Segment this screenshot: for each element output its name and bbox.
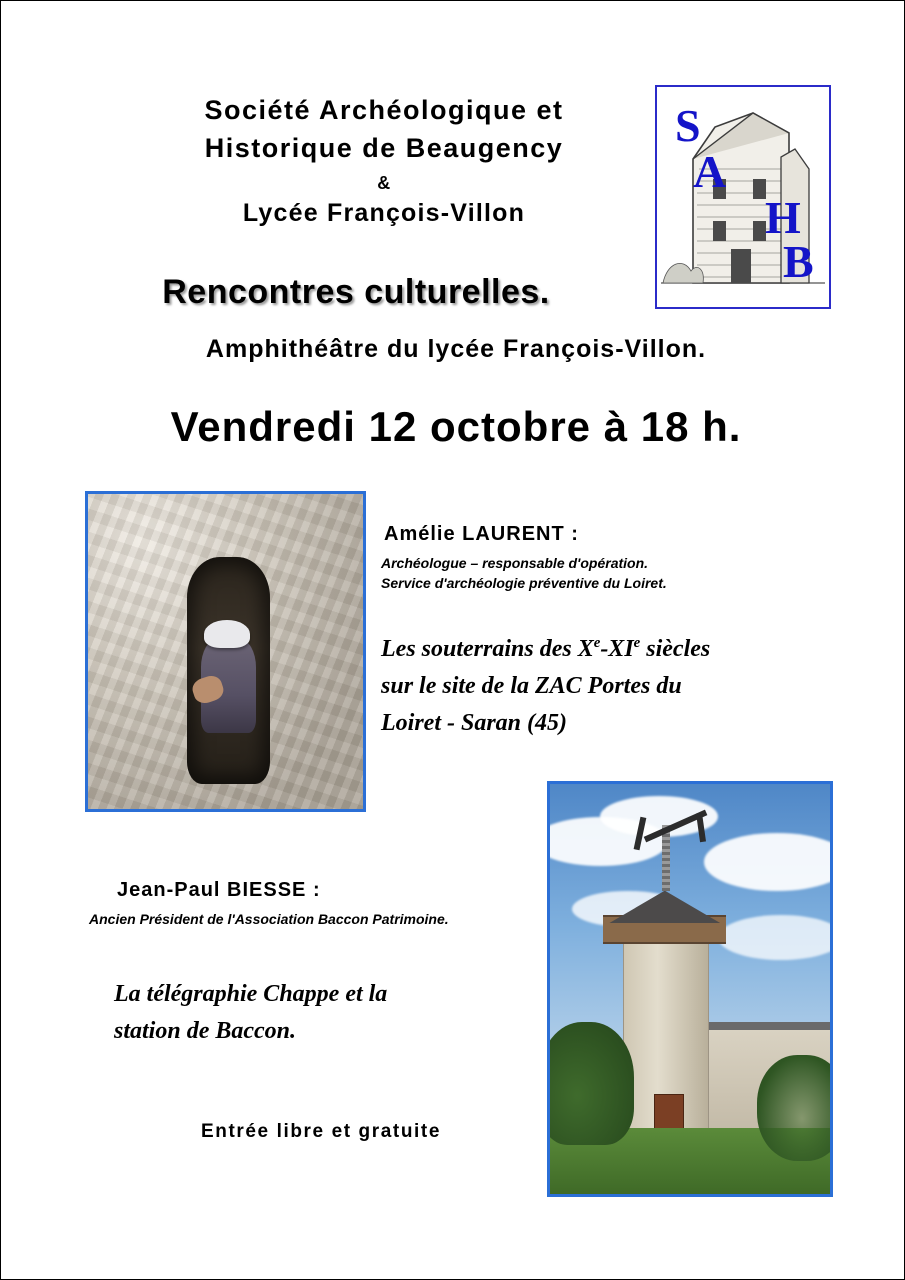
event-title: Rencontres culturelles. — [162, 273, 550, 311]
photo-telegraphe-content — [550, 784, 830, 1194]
speaker-1-topic-line1 — [381, 631, 811, 668]
topic-mid: -XI — [600, 636, 634, 662]
cloud-3 — [704, 833, 833, 890]
speaker-1-role-line2: Service d'archéologie préventive du Loiret. — [381, 575, 667, 592]
organisation-title-line1: Société Archéologique et — [204, 95, 564, 125]
organisation-title-line2: Historique de Beaugency — [204, 133, 564, 164]
speaker-2-topic — [114, 976, 514, 1050]
speaker-2-role: Ancien Président de l'Association Baccon Patrimoine. — [89, 911, 449, 927]
speaker-1-name: Amélie LAURENT : — [384, 523, 579, 545]
logo-letter-b: B — [783, 236, 814, 287]
logo-letter-h: H — [765, 192, 801, 243]
logo-letter-a: A — [693, 146, 727, 197]
tree-left — [547, 1022, 634, 1145]
speaker-2-topic-line2: station de Baccon. — [114, 1018, 297, 1045]
logo-letter-s: S — [675, 100, 701, 151]
photo-telegraphe-chappe — [547, 781, 833, 1197]
speaker-1-role-line1: Archéologue – responsable d'opération. — [381, 555, 649, 571]
speaker-2-topic-line1: La télégraphie Chappe et la — [114, 981, 388, 1007]
event-venue: Amphithéâtre du lycée François-Villon. — [205, 335, 707, 363]
photo-souterrain — [85, 491, 366, 812]
sahb-logo — [655, 85, 831, 309]
admission-note: Entrée libre et gratuite — [200, 1121, 442, 1142]
speaker-1-role — [381, 553, 801, 594]
photo-souterrain-content — [88, 494, 363, 809]
topic-post: siècles — [640, 636, 711, 662]
partner-name: Lycée François-Villon — [242, 199, 526, 227]
ampersand: & — [377, 173, 391, 193]
tower-drawing-icon — [657, 87, 829, 307]
topic-sup-2: e — [633, 635, 641, 651]
safety-helmet — [204, 620, 251, 648]
speaker-1-topic — [381, 631, 811, 743]
tree-right — [757, 1055, 833, 1162]
topic-pre: Les souterrains des X — [381, 636, 594, 662]
telegraph-mast — [662, 825, 670, 891]
speaker-1-topic-line3: Loiret - Saran (45) — [381, 710, 567, 737]
event-date: Vendredi 12 octobre à 18 h. — [170, 403, 742, 450]
organisation-title — [119, 91, 649, 168]
speaker-2-name: Jean-Paul BIESSE : — [117, 879, 321, 901]
topic-sup-1: e — [593, 635, 601, 651]
speaker-1-topic-line2: sur le site de la ZAC Portes du — [381, 673, 682, 700]
